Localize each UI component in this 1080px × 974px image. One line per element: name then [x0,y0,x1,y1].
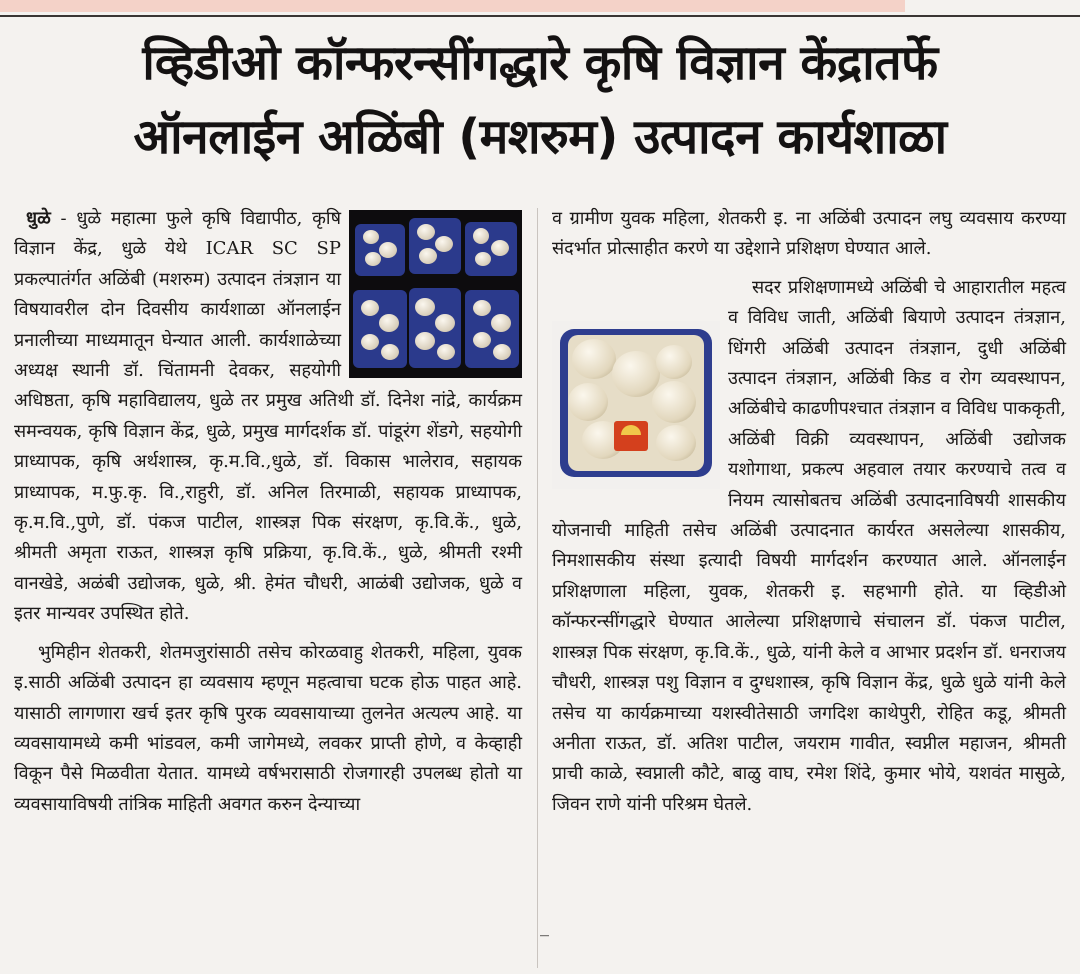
headline-line-1: व्हिडीओ कॉन्फरन्सींगद्धारे कृषि विज्ञान केंद्रातर्फे [142,35,938,91]
paragraph-1-text: धुळे महात्मा फुले कृषि विद्यापीठ, कृषि विज्ञान केंद्र, धुळे येथे ICAR SC SP प्रकल्पातंर्गत अळिंबी (मशरुम) उत्पादन तंत्रज्ञान या विषयावरील दोन दिवसीय कार्यशाळा ऑनलाईन प्रनालीच्या माध्यमातून घेन्यात आली. कार्यशाळेच्या अध्यक्ष स्थानी डॉ. चिंतामनी देवकर, सहयोगी अधिष्ठता, कृषि महाविद्यालय, धुळे तर प्रमुख अतिथी डॉ. दिनेश नांद्रे, कार्यक्रम समन्वयक, कृषि विज्ञान केंद्र, धुळे, प्रमुख मार्गदर्शक डॉ. पांडूरंग शेंडगे, सहयोगी प्राध्यापक, कृषि अर्थशास्त्र, कृ.म.वि.,धुळे, डॉ. विकास भालेराव, सहायक प्राध्यापक, म.फु.कृ. वि.,राहुरी, डॉ. अनिल तिरमाळी, सहायक प्राध्यापक, कृ.म.वि.,पुणे, डॉ. पंकज पाटील, शास्त्रज्ञ पिक संरक्षण, कृ.वि.कें., धुळे, श्रीमती अमृता राऊत, शास्त्रज्ञ कृषि प्रक्रिया, कृ.वि.कें., धुळे, श्रीमती रश्मी वानखेडे, अळंबी उद्योजक, धुळे, श्री. हेमंत चौधरी, आळंबी उद्योजक, धुळे व इतर मान्यवर उपस्थित होते. [14,208,522,625]
paragraph-1 [14,204,522,630]
header-rule [0,15,1080,17]
brand-logo [614,421,648,451]
dateline: धुळे [26,208,51,229]
article-column-left [14,204,522,820]
mushroom-box-photo [552,321,720,489]
paragraph-4-text: सदर प्रशिक्षणामध्ये अळिंबी चे आहारातील महत्व व विविध जाती, अळिंबी बियाणे उत्पादन तंत्रज्ञान, धिंगरी अळिंबी उत्पादन तंत्रज्ञान, दुधी अळिंबी उत्पादन तंत्रज्ञान, अळिंबी किड व रोग व्यवस्थापन, अळिंबीचे काढणीपश्चात तंत्रज्ञान व विविध पाककृती, अळिंबी विक्री व्यवस्थापन, अळिंबी उद्योजक यशोगाथा, प्रकल्प अहवाल तयार करण्याचे तत्व व नियम त्यासोबतच अळिंबी उत्पादनाविषयी शासकीय योजनाची माहिती तसेच अळिंबी उत्पादनात कार्यरत असलेल्या शासकीय, निमशासकीय संस्था इत्यादी विषयी मार्गदर्शन करण्यात आले. ऑनलाईन प्रशिक्षणाला महिला, युवक, शेतकरी इ. सहभागी होते. या व्हिडीओ कॉन्फरन्सींगद्धारे घेण्यात आलेल्या प्रशिक्षणाचे संचालन डॉ. पंकज पाटील, शास्त्रज्ञ पिक संरक्षण, कृ.वि.कें., धुळे, यांनी केले व आभार प्रदर्शन डॉ. धनराजय चौधरी, शास्त्रज्ञ पशु विज्ञान व दुग्धशास्त्र, कृषि विज्ञान केंद्र, धुळे धुळे यांनी केले तसेच या कार्यक्रमाच्या यशस्वीतेसाठी जगदिश काथेपुरी, रोहित कडू, श्रीमती अनीता राऊत, डॉ. अतिश पाटील, जयराम गावीत, स्वप्नील महाजन, श्रीमती प्राची काळे, स्वप्नाली कौटे, बाळु वाघ, रमेश शिंदे, कुमार भोये, यशवंत मासुळे, जिवन राणे यांनी परिश्रम घेतले. [552,276,1066,815]
column-divider [537,208,538,968]
previous-article-strip [0,0,905,12]
dateline-dash: - [50,208,77,229]
headline-line-2: ऑनलाईन अळिंबी (मशरुम) उत्पादन कार्यशाळा [133,109,947,165]
paragraph-3: व ग्रामीण युवक महिला, शेतकरी इ. ना अळिंबी उत्पादन लघु व्यवसाय करण्या संदर्भात प्रोत्साहीत करणे या उद्देशाने प्रशिक्षण घेण्यात आले. [552,208,1066,260]
mushroom-trays-photo [349,210,522,378]
article-column-right [552,204,1066,820]
paragraph-4 [552,273,1066,820]
margin-dash: _ [540,916,549,937]
paragraph-2: भुमिहीन शेतकरी, शेतमजुरांसाठी तसेच कोरळवाहु शेतकरी, महिला, युवक इ.साठी अळिंबी उत्पादन हा व्यवसाय म्हणून महत्वाचा घटक होऊ पाहत आहे. यासाठी लागणारा खर्च इतर कृषि पुरक व्यवसायाच्या तुलनेत अत्यल्प आहे. या व्यवसायामध्ये कमी भांडवल, कमी जागेमध्ये, लवकर प्राप्ती होणे, व केव्हाही विकून पैसे मिळवीता येतात. यामध्ये वर्षभरासाठी रोजगारही उपलब्ध होतो या व्यवसायाविषयी तांत्रिक माहिती अवगत करुन देन्याच्या [14,641,522,815]
headline [0,26,1080,174]
